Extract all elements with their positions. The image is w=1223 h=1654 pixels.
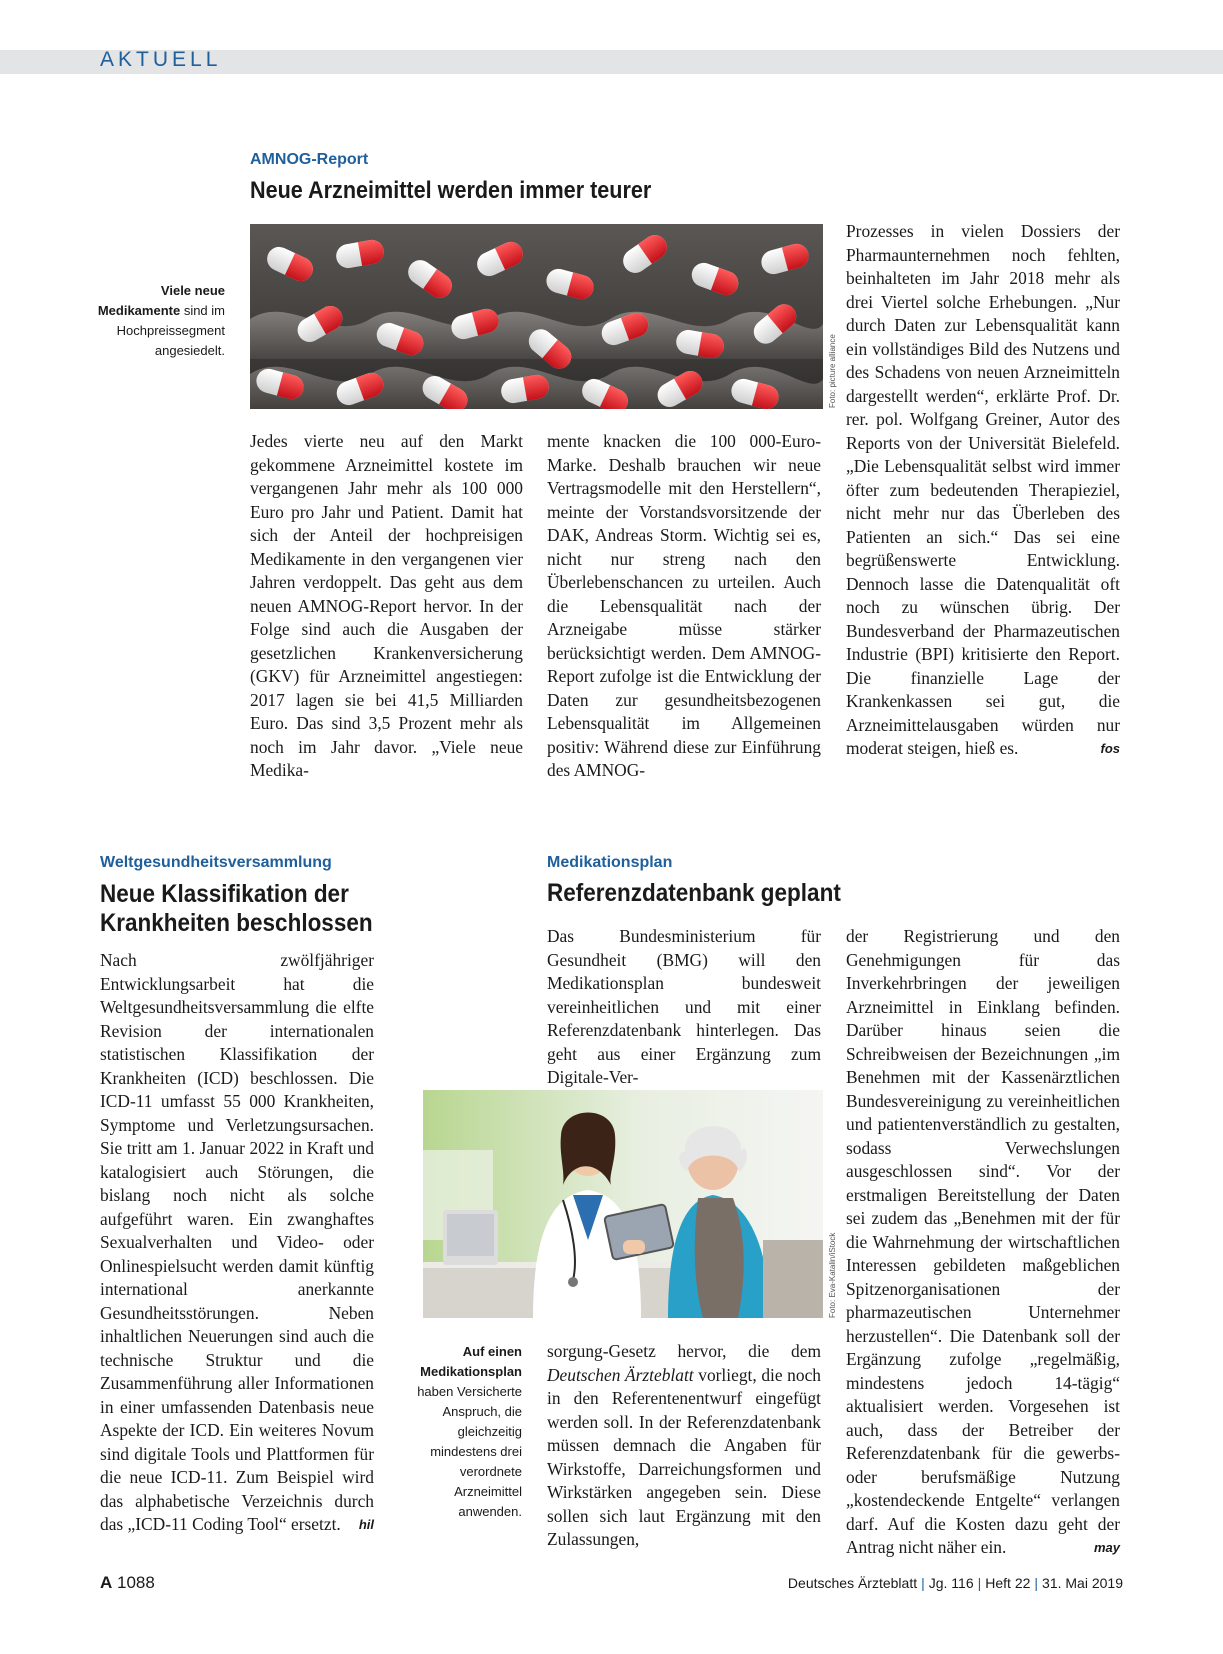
article3-kicker: Medikationsplan [547,854,673,871]
doctor-photo [423,1090,823,1318]
article1-column-2: mente knacken die 100 000-Euro-Marke. Deshalb brauchen wir neue Vertragsmodelle mit den Herstellern“, meinte der Vorstandsvorsitzende der DAK, Andreas Storm. Wichtig sei es, nicht nur streng nach den Überlebenschancen zu urteilen. Auch die Lebensqualität nach der Arzneigabe müsse stärker berücksichtigt werden. Dem AMNOG-Report zufolge ist die Entwicklung der Daten zur gesundheitsbezogenen Lebensqualität im Allgemeinen positiv: Während diese zur Einführung des AMNOG- [547,431,821,780]
journal-title-inline: Deutschen Ärzteblatt [547,1364,694,1385]
caption-bold: Viele neue Medikamente [97,283,225,318]
article2-headline [100,880,373,938]
article3-column-1-bottom [547,1340,821,1552]
page-number-value: 1088 [117,1573,155,1592]
article3-column-2-text: der Registrierung und den Genehmigungen für das Inverkehrbringen der jeweiligen Arzneimittel in Einklang befinden. Darüber hinaus seien die Schreibweisen der Bezeichnungen „im Benehmen mit der Kassenärztlichen Bundesvereinigung zu vereinheitlichen und patientenverständlich zu gestalten, sodass Verwechslungen ausgeschlossen sind“. Vor der erstmaligen Bereitstellung der Daten sei zudem das „Benehmen mit der für die Wahrnehmung der wirtschaftlichen Interessen gebildeten maßgeblichen Spitzenorganisationen der pharmazeutischen Unternehmer herzustellen“. Die Datenbank soll der Ergänzung zufolge „regelmäßig, mindestens jedoch 14-tägig“ aktualisiert werden. Vorgesehen ist auch, dass der Betreiber der Referenzdatenbank für die gewerbs- oder berufsmäßige Nutzung „kostendeckende Entgelte“ verlangen darf. Auf die Kosten dazu geht der Antrag nicht näher ein. [846,926,1120,1557]
article1-author: fos [1100,741,1120,756]
journal-info [788,1575,1123,1591]
separator: | [1034,1575,1039,1591]
article1-column-1: Jedes vierte neu auf den Markt gekommene Arzneimittel kostete im vergangenen Jahr mehr als 100 000 Euro pro Jahr und Patient. Damit hat sich der Anteil der hochpreisigen Medikamente in den vergangenen vier Jahren verdoppelt. Das geht aus dem neuen AMNOG-Report hervor. In der Folge sind auch die Ausgaben der gesetzlichen Krankenversicherung (GKV) für Arzneimittel angestiegen: 2017 lagen sie bei 41,5 Milliarden Euro. Das sind 3,5 Prozent mehr als noch im Jahr davor. „Viele neue Medika- [250,431,523,780]
article2-kicker: Weltgesundheitsversammlung [100,854,332,871]
article2-headline-line1: Neue Klassifikation der [100,880,349,908]
article1-kicker: AMNOG-Report [250,151,369,168]
separator: | [977,1575,982,1591]
article3-column-2 [846,925,1120,1560]
article1-caption [95,281,225,361]
doctor-illustration [423,1090,823,1318]
article2-author: hil [358,1517,374,1532]
page-number [100,1573,155,1593]
pills-illustration [250,224,823,409]
article3-column-1-top: Das Bundesministerium für Gesundheit (BMG) will den Medikationsplan bundesweit vereinheitlichen und mit einer Referenzdatenbank hinterlegen. Das geht aus einer Ergänzung zum Digitale-Ver- [547,926,821,1087]
article3-photo-credit: Foto: Eva-Katalin/iStock [828,1232,837,1318]
article1-headline: Neue Arzneimittel werden immer teurer [250,177,652,204]
separator: | [921,1575,925,1591]
article1-column-3-text: Prozesses in vielen Dossiers der Pharmaunternehmen noch fehlten, beinhalteten im Jahr 2018 mehr als drei Viertel solche Erhebungen. „Nur durch Daten zur Lebensqualität kann ein vollständiges Bild des Nutzens und des Schadens von neuen Arzneimitteln dargestellt werden“, erklärte Prof. Dr. rer. pol. Wolfgang Greiner, Autor des Reports von der Universität Bielefeld. „Die Lebensqualität selbst wird immer öfter zum bedeutenden Therapieziel, nicht mehr nur das Überleben des Patienten an sich.“ Das sei eine begrüßenswerte Entwicklung. Dennoch lasse die Datenqualität oft noch zu wünschen übrig. Der Bundesverband der Pharmazeutischen Industrie (BPI) kritisierte den Report. Die finanzielle Lage der Krankenkassen sei gut, die Arzneimittelausgaben würden nur moderat steigen, hieß es. [846,221,1120,758]
journal-date: 31. Mai 2019 [1042,1575,1123,1591]
journal-name: Deutsches Ärzteblatt [787,1575,918,1591]
journal-volume: Jg. 116 [928,1575,974,1591]
caption-text: sind im Hochpreissegment angesiedelt. [116,303,225,358]
journal-issue: Heft 22 [985,1575,1031,1591]
caption-bold: Auf einen Medikationsplan [420,1344,522,1379]
article2-body [100,949,374,1537]
pills-photo [250,224,823,409]
article2-body-text: Nach zwölfjähriger Entwicklungsarbeit hat die Weltgesundheitsversammlung die elfte Revision der internationalen statistischen Klassifikation der Krankheiten (ICD) beschlossen. Die ICD-11 umfasst 55 000 Krankheiten, Symptome und Verletzungsursachen. Sie tritt am 1. Januar 2022 in Kraft und katalogisiert auch Störungen, die bislang noch nicht als solche aufgeführt waren. Ein zwanghaftes Sexualverhalten und Video- oder Onlinespielsucht werden damit künftig international anerkannte Gesundheitsstörungen. Neben inhaltlichen Neuerungen sind auch die technische Struktur und die Zusammenführung aller Informationen in einer umfassenden Datenbasis neue Aspekte der ICD. Ein weiteres Novum sind digitale Tools und Plattformen für die neue ICD-11. Zum Beispiel wird das alphabetische Verzeichnis durch das „ICD-11 Coding Tool“ ersetzt. [100,950,374,1534]
article3-headline: Referenzdatenbank geplant [547,879,841,907]
article3-author: may [1093,1540,1120,1555]
article3-col1-text-a: sorgung-Gesetz hervor, die dem [547,1341,821,1361]
page-prefix: A [100,1573,113,1592]
article3-caption [400,1342,522,1522]
article2-headline-line2: Krankheiten beschlossen [100,909,373,937]
article1-column-3 [846,220,1120,761]
caption-text: haben Versicherte Anspruch, die gleichzeitig mindestens drei verordnete Arzneimittel anwenden. [417,1384,522,1519]
article3-col1-text-b: vorliegt, die noch in den Referentenentwurf eingefügt werden soll. In der Referenzdatenbank müssen demnach die Angaben für Wirkstoffe, Darreichungsformen und Wirkstärken angegeben sein. Diese sollen sich laut Ergänzung mit den Zulassungen, [547,1364,821,1549]
article1-photo-credit: Foto: picture alliance [828,334,837,408]
section-label: AKTUELL [100,48,222,71]
